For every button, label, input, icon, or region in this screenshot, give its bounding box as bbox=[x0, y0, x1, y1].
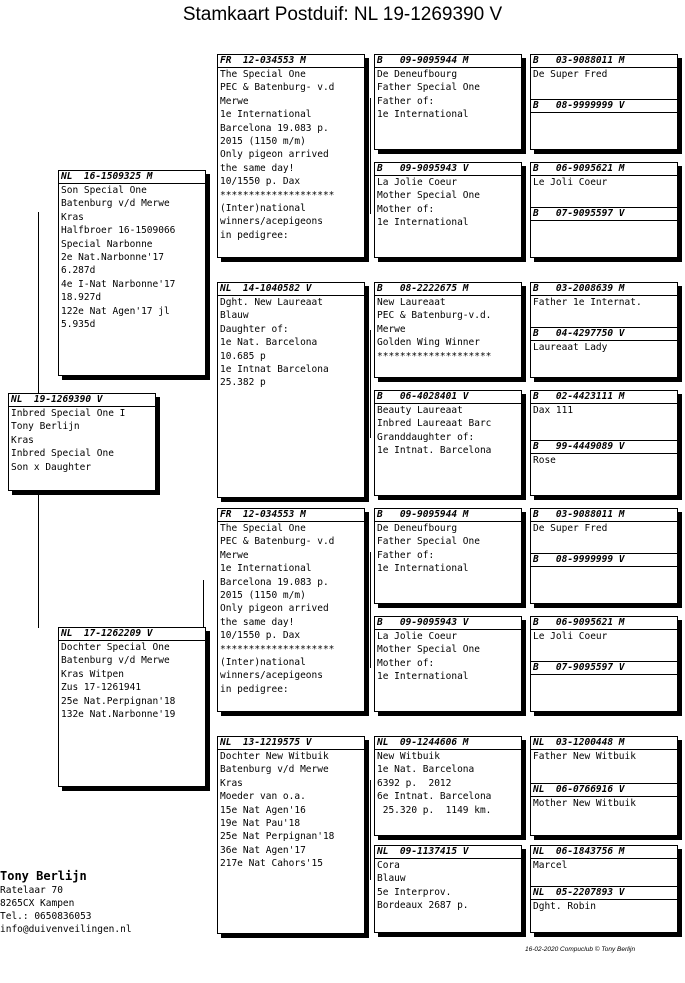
card-line: Kras Witpen bbox=[61, 668, 124, 680]
ring-number: NL 13-1219575 V bbox=[218, 737, 364, 750]
card-line: PEC & Batenburg-v.d. bbox=[377, 310, 492, 322]
pair-bottom-section bbox=[531, 553, 677, 567]
card-line: Mother Special One bbox=[377, 644, 480, 656]
connector-line bbox=[370, 780, 371, 880]
ring-number: B 99-4449089 V bbox=[531, 441, 677, 454]
connector-line bbox=[38, 212, 39, 394]
card-line: ******************** bbox=[377, 350, 492, 362]
ring-number: NL 16-1509325 M bbox=[59, 171, 205, 184]
card-line: Cora bbox=[377, 860, 400, 871]
card-line: Rose bbox=[533, 455, 556, 466]
card-line: 6392 p. 2012 bbox=[377, 777, 452, 789]
grandparent-pair-g8 bbox=[530, 845, 678, 933]
ring-number: B 09-9095943 V bbox=[375, 163, 521, 176]
card-line: 2015 (1150 m/m) bbox=[220, 590, 306, 602]
card-line: Son Special One bbox=[61, 185, 147, 196]
card-line: Only pigeon arrived bbox=[220, 149, 329, 161]
ring-number: B 09-9095944 M bbox=[375, 509, 521, 522]
card-line: 19e Nat Pau'18 bbox=[220, 818, 301, 830]
ring-number: NL 05-2207893 V bbox=[531, 887, 677, 900]
card-line: in pedigree: bbox=[220, 683, 289, 695]
card-line: Mother of: bbox=[377, 657, 435, 669]
card-line: Barcelona 19.083 p. bbox=[220, 576, 329, 588]
pigeon-card-m bbox=[58, 627, 206, 787]
card-line: Mother New Witbuik bbox=[533, 798, 636, 809]
card-line: 6.287d bbox=[61, 265, 96, 277]
owner-email: info@duivenveilingen.nl bbox=[0, 924, 132, 935]
pigeon-card-ffm bbox=[374, 162, 522, 258]
ring-number: B 04-4297750 V bbox=[531, 328, 677, 341]
card-line: Le Joli Coeur bbox=[533, 631, 608, 642]
card-line: Halfbroer 16-1509066 bbox=[61, 225, 176, 237]
ring-number: NL 03-1200448 M bbox=[531, 737, 677, 750]
ring-number: NL 06-1843756 M bbox=[531, 846, 677, 859]
pigeon-card-mfm bbox=[374, 616, 522, 712]
card-line: 18.927d bbox=[61, 292, 102, 304]
ring-number: FR 12-034553 M bbox=[218, 55, 364, 68]
pigeon-card-mm bbox=[217, 736, 365, 934]
card-line: Barcelona 19.083 p. bbox=[220, 122, 329, 134]
pair-bottom-section bbox=[531, 783, 677, 810]
connector-line bbox=[38, 470, 39, 628]
grandparent-pair-g2 bbox=[530, 162, 678, 258]
card-line: Father of: bbox=[377, 95, 435, 107]
pigeon-card-fmf bbox=[374, 282, 522, 378]
ring-number: B 07-9095597 V bbox=[531, 208, 677, 221]
card-line: New Witbuik bbox=[377, 751, 440, 762]
card-line: 36e Nat Agen'17 bbox=[220, 844, 306, 856]
ring-number: FR 12-034553 M bbox=[218, 509, 364, 522]
card-line: Blauw bbox=[377, 873, 406, 885]
card-line: Kras bbox=[11, 434, 34, 446]
card-line: Dght. New Laureaat bbox=[220, 297, 323, 308]
card-line: 132e Nat.Narbonne'19 bbox=[61, 709, 176, 721]
pigeon-card-f bbox=[58, 170, 206, 376]
pigeon-card-ff bbox=[217, 54, 365, 258]
card-line: 5e Interprov. bbox=[377, 886, 452, 898]
ring-number: NL 14-1040582 V bbox=[218, 283, 364, 296]
ring-number: NL 06-0766916 V bbox=[531, 784, 677, 797]
card-line: the same day! bbox=[220, 616, 295, 628]
grandparent-pair-g7 bbox=[530, 736, 678, 836]
card-line: Kras bbox=[220, 777, 243, 789]
card-line: ******************** bbox=[220, 643, 335, 655]
pigeon-card-fm bbox=[217, 282, 365, 498]
card-line: Son x Daughter bbox=[11, 461, 92, 473]
card-line: Beauty Laureaat bbox=[377, 405, 463, 416]
card-line: Merwe bbox=[220, 95, 249, 107]
card-line: De Super Fred bbox=[533, 523, 608, 534]
pair-bottom-section bbox=[531, 207, 677, 221]
card-line: 1e Intnat. Barcelona bbox=[377, 445, 492, 457]
card-line: 25.382 p bbox=[220, 377, 266, 389]
card-line: Batenburg v/d Merwe bbox=[220, 764, 329, 776]
card-line: Father Special One bbox=[377, 536, 480, 548]
card-line: 1e International bbox=[377, 671, 469, 683]
footer-credit: 16-02-2020 Compuclub © Tony Berlijn bbox=[525, 946, 636, 953]
card-line: Batenburg v/d Merwe bbox=[61, 198, 170, 210]
card-line: 25e Nat Perpignan'18 bbox=[220, 831, 335, 843]
card-line: New Laureaat bbox=[377, 297, 446, 308]
card-line: Merwe bbox=[377, 323, 406, 335]
card-line: 1e Nat. Barcelona bbox=[220, 337, 318, 349]
pigeon-card-mmm bbox=[374, 845, 522, 933]
ring-number: B 02-4423111 M bbox=[531, 391, 677, 404]
pigeon-card-mmf bbox=[374, 736, 522, 836]
card-line: Dght. Robin bbox=[533, 901, 596, 912]
card-line: Laureaat Lady bbox=[533, 342, 608, 353]
pigeon-card-mff bbox=[374, 508, 522, 604]
pair-bottom-section bbox=[531, 661, 677, 675]
card-line: 25.320 p. 1149 km. bbox=[377, 804, 492, 816]
card-line: Only pigeon arrived bbox=[220, 603, 329, 615]
card-line: 10/1550 p. Dax bbox=[220, 176, 301, 188]
card-line: Father New Witbuik bbox=[533, 751, 636, 762]
connector-line bbox=[370, 330, 371, 438]
grandparent-pair-g1 bbox=[530, 54, 678, 150]
card-line: Father Special One bbox=[377, 82, 480, 94]
owner-address-line: 8265CX Kampen bbox=[0, 898, 75, 909]
grandparent-pair-g4 bbox=[530, 390, 678, 496]
card-line: Inbred Laureaat Barc bbox=[377, 418, 492, 430]
card-line: Marcel bbox=[533, 860, 568, 871]
connector-line bbox=[370, 552, 371, 668]
card-line: Zus 17-1261941 bbox=[61, 682, 142, 694]
ring-number: NL 09-1137415 V bbox=[375, 846, 521, 859]
card-line: Dax 111 bbox=[533, 405, 574, 416]
card-line: De Deneufbourg bbox=[377, 523, 458, 534]
ring-number: NL 17-1262209 V bbox=[59, 628, 205, 641]
card-line: Mother Special One bbox=[377, 190, 480, 202]
ring-number: B 06-4028401 V bbox=[375, 391, 521, 404]
grandparent-pair-g5 bbox=[530, 508, 678, 604]
card-line: 1e Nat. Barcelona bbox=[377, 764, 475, 776]
grandparent-pair-g3 bbox=[530, 282, 678, 378]
owner-address-line: Ratelaar 70 bbox=[0, 885, 63, 896]
card-line: Inbred Special One I bbox=[11, 408, 126, 419]
card-line: ******************** bbox=[220, 189, 335, 201]
pigeon-card-fff bbox=[374, 54, 522, 150]
card-line: Dochter Special One bbox=[61, 642, 170, 653]
pigeon-card-mf bbox=[217, 508, 365, 712]
ring-number: B 08-2222675 M bbox=[375, 283, 521, 296]
ring-number: B 03-9088011 M bbox=[531, 509, 677, 522]
card-line: Bordeaux 2687 p. bbox=[377, 900, 469, 912]
owner-name: Tony Berlijn bbox=[0, 869, 87, 883]
ring-number: NL 19-1269390 V bbox=[9, 394, 155, 407]
card-line: Merwe bbox=[220, 549, 249, 561]
card-line: 1e International bbox=[377, 109, 469, 121]
card-line: (Inter)national bbox=[220, 657, 306, 669]
card-line: 122e Nat Agen'17 jl bbox=[61, 305, 170, 317]
card-line: Golden Wing Winner bbox=[377, 337, 480, 349]
pair-bottom-section bbox=[531, 99, 677, 113]
pigeon-card-fmm bbox=[374, 390, 522, 496]
card-line: (Inter)national bbox=[220, 203, 306, 215]
owner-block bbox=[0, 868, 132, 936]
card-line: PEC & Batenburg- v.d bbox=[220, 536, 335, 548]
card-line: 10/1550 p. Dax bbox=[220, 630, 301, 642]
card-line: 217e Nat Cahors'15 bbox=[220, 858, 323, 870]
card-line: winners/acepigeons bbox=[220, 670, 323, 682]
card-line: La Jolie Coeur bbox=[377, 177, 458, 188]
card-line: 1e International bbox=[377, 217, 469, 229]
ring-number: B 06-9095621 M bbox=[531, 617, 677, 630]
ring-number: B 07-9095597 V bbox=[531, 662, 677, 675]
ring-number: B 08-9999999 V bbox=[531, 554, 677, 567]
card-line: 10.685 p bbox=[220, 350, 266, 362]
card-line: 25e Nat.Perpignan'18 bbox=[61, 695, 176, 707]
card-line: The Special One bbox=[220, 523, 306, 534]
connector-line bbox=[370, 98, 371, 214]
pair-bottom-section bbox=[531, 327, 677, 354]
pair-bottom-section bbox=[531, 886, 677, 913]
ring-number: B 09-9095944 M bbox=[375, 55, 521, 68]
card-line: 1e Intnat Barcelona bbox=[220, 364, 329, 376]
card-line: Father 1e Internat. bbox=[533, 297, 642, 308]
card-line: 1e International bbox=[220, 109, 312, 121]
card-line: 2015 (1150 m/m) bbox=[220, 136, 306, 148]
card-line: in pedigree: bbox=[220, 229, 289, 241]
pigeon-card-root bbox=[8, 393, 156, 491]
card-line: 5.935d bbox=[61, 319, 96, 331]
card-line: Moeder van o.a. bbox=[220, 791, 306, 803]
card-line: Special Narbonne bbox=[61, 238, 153, 250]
card-line: La Jolie Coeur bbox=[377, 631, 458, 642]
ring-number: B 03-2008639 M bbox=[531, 283, 677, 296]
card-line: the same day! bbox=[220, 162, 295, 174]
card-line: The Special One bbox=[220, 69, 306, 80]
card-line: Inbred Special One bbox=[11, 448, 114, 460]
card-line: Tony Berlijn bbox=[11, 421, 80, 433]
card-line: Daughter of: bbox=[220, 323, 289, 335]
card-line: Father of: bbox=[377, 549, 435, 561]
card-line: De Deneufbourg bbox=[377, 69, 458, 80]
page-title: Stamkaart Postduif: NL 19-1269390 V bbox=[182, 4, 503, 25]
card-line: Kras bbox=[61, 211, 84, 223]
ring-number: NL 09-1244606 M bbox=[375, 737, 521, 750]
card-line: 15e Nat Agen'16 bbox=[220, 804, 306, 816]
ring-number: B 06-9095621 M bbox=[531, 163, 677, 176]
card-line: PEC & Batenburg- v.d bbox=[220, 82, 335, 94]
pair-bottom-section bbox=[531, 440, 677, 467]
card-line: 6e Intnat. Barcelona bbox=[377, 791, 492, 803]
owner-phone: Tel.: 0650836053 bbox=[0, 911, 92, 922]
card-line: 2e Nat.Narbonne'17 bbox=[61, 252, 164, 264]
card-line: Blauw bbox=[220, 310, 249, 322]
card-line: 1e International bbox=[220, 563, 312, 575]
card-line: De Super Fred bbox=[533, 69, 608, 80]
card-line: Le Joli Coeur bbox=[533, 177, 608, 188]
card-line: 1e International bbox=[377, 563, 469, 575]
card-line: Granddaughter of: bbox=[377, 431, 475, 443]
card-line: Dochter New Witbuik bbox=[220, 751, 329, 762]
ring-number: B 03-9088011 M bbox=[531, 55, 677, 68]
ring-number: B 09-9095943 V bbox=[375, 617, 521, 630]
card-line: 4e I-Nat Narbonne'17 bbox=[61, 278, 176, 290]
card-line: winners/acepigeons bbox=[220, 216, 323, 228]
ring-number: B 08-9999999 V bbox=[531, 100, 677, 113]
card-line: Batenburg v/d Merwe bbox=[61, 655, 170, 667]
card-line: Mother of: bbox=[377, 203, 435, 215]
grandparent-pair-g6 bbox=[530, 616, 678, 712]
